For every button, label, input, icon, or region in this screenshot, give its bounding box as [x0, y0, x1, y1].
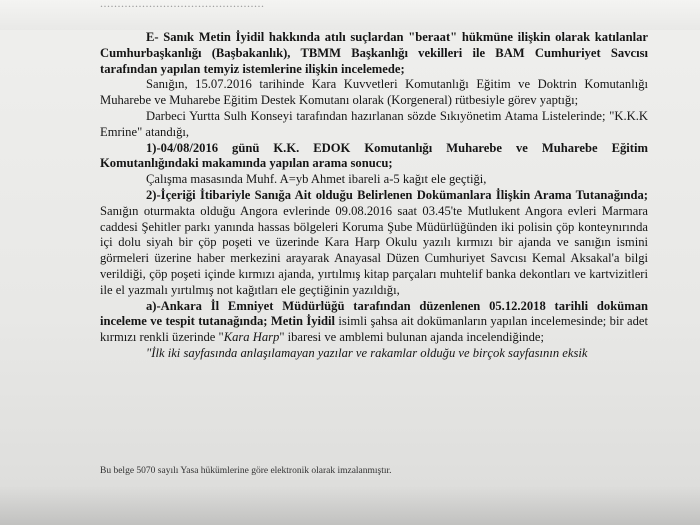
subsection-search-2-title: 2)-İçeriği İtibariyle Sanığa Ait olduğu Belirlenen Dokümanlara İlişkin Arama Tutanağında;: [146, 187, 648, 202]
document-body: [100, 30, 648, 362]
paragraph-search-2: [100, 188, 648, 299]
subsection-a-text-2: " ibaresi ve amblemi bulunan ajanda incelendiğinde;: [279, 330, 544, 345]
footer-e-signature-note: Bu belge 5070 sayılı Yasa hükümlerine göre elektronik olarak imzalanmıştır.: [100, 466, 392, 476]
subsection-search-2-text: Sanığın oturmakta olduğu Angora evlerinde 09.08.2016 saat 03.45'te Mutlukent Angora evleri Marmara caddesi Şehitler parkı yanında hassas bölgeleri Koruma Şube Müdürlüğünden iki polisin çöp konteynırında içi dolu siyah bir çöp poşeti ve üzerinde Kara Harp Okulu yazılı kırmızı bir ajanda ve sanığın ismini görmeleri üzerine haber merkezini arayarak Anayasal Düzen Cumhuriyet Savcısı Kemal Aksakal'a bilgi verildiği, çöp poşeti içinde kırmızı ajanda, yırtılmış kitap parçaları muhtelif banka dekontları ve kartvizitleri ile el yazmalı yırtılmış not kağıtları ele geçtiğinin yazıldığı,: [100, 203, 648, 297]
subsection-a-italic: Kara Harp: [223, 330, 280, 345]
subsection-a-title: a)-Ankara İl Emniyet Müdürlüğü tarafından düzenlenen 05.12.2018 tarihli doküman inceleme ve tespit tutanağında; Metin İyidil: [100, 298, 648, 329]
top-cut-text: ...............................................: [100, 0, 265, 10]
section-heading: E- Sanık Metin İyidil hakkında atılı suçlardan "beraat" hükmüne ilişkin olarak katılanlar Cumhurbaşkanlığı (Başbakanlık), TBMM Başkanlığı vekilleri ile BAM Cumhuriyet Savcısı tarafından yapılan temyiz istemlerine ilişkin incelemede;: [100, 30, 648, 76]
paragraph-desk: Çalışma masasında Muhf. A=yb Ahmet ibareli a-5 kağıt ele geçtiği,: [146, 172, 487, 187]
paragraph-appointment: Darbeci Yurtta Sulh Konseyi tarafından hazırlanan sözde Sıkıyönetim Atama Listelerinde; "K.K.K Emrine" atandığı,: [100, 108, 648, 139]
subsection-a-text-1: isimli şahsa ait dokümanların yapılan incelemesinde; bir adet kırmızı renkli üzerinde ": [100, 314, 648, 345]
subsection-search-1: 1)-04/08/2016 günü K.K. EDOK Komutanlığı Muharebe ve Muharebe Eğitim Komutanlığındaki makamında yapılan arama sonucu;: [100, 140, 648, 171]
paragraph-duty: Sanığın, 15.07.2016 tarihinde Kara Kuvvetleri Komutanlığı Eğitim ve Doktrin Komutanlığı Muharebe ve Muharebe Eğitim Destek Komutanı olarak (Korgeneral) rütbesiyle görev yaptığı;: [100, 77, 648, 108]
paragraph-subsection-a: [100, 299, 648, 346]
bottom-shadow: [0, 485, 700, 525]
top-cut-line: [0, 0, 700, 30]
paragraph-quote: "İlk iki sayfasında anlaşılamayan yazılar ve rakamlar olduğu ve birçok sayfasının eksik: [146, 345, 588, 360]
